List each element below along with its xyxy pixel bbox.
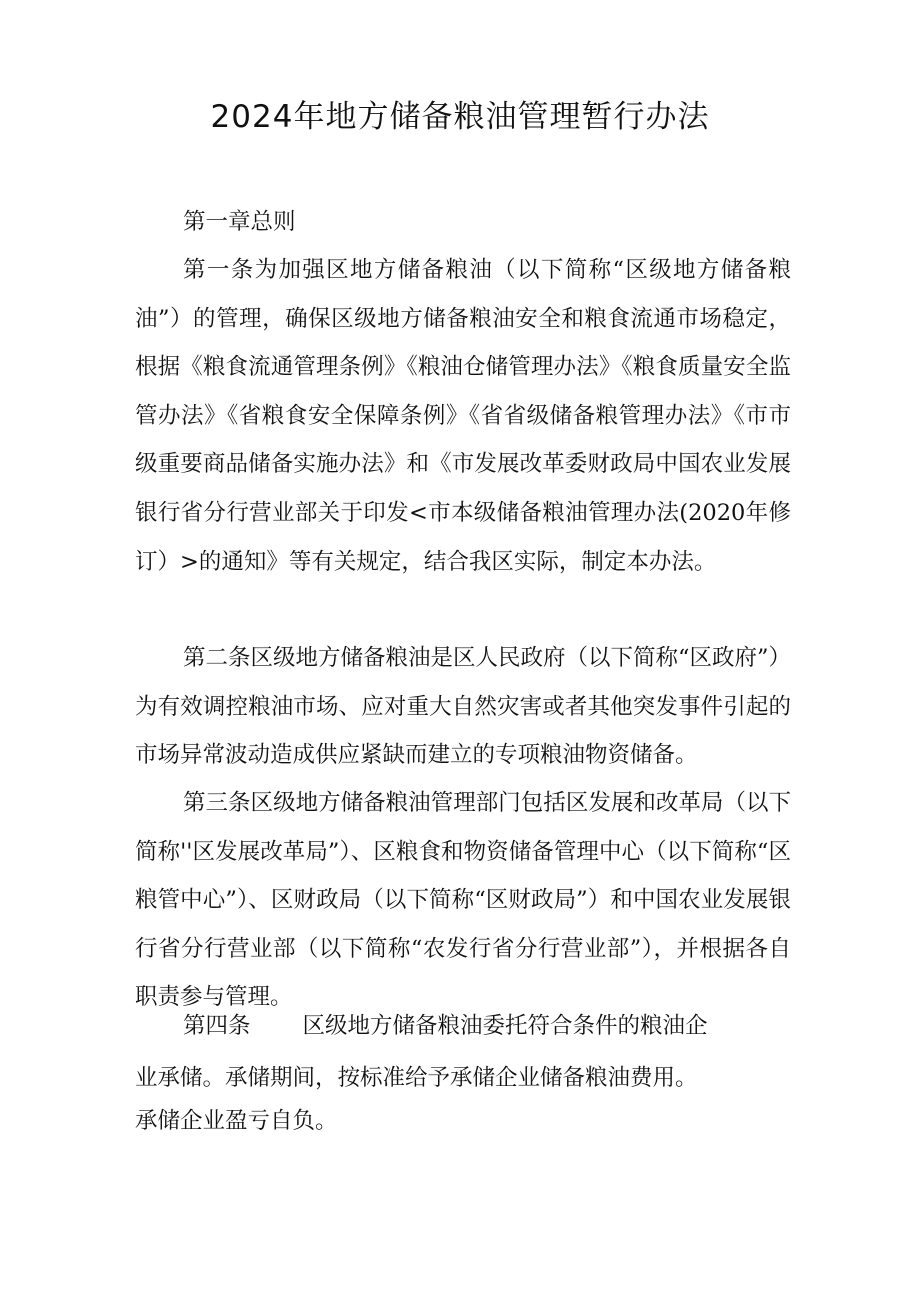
article-4-label: 第四条 bbox=[183, 1013, 251, 1039]
article-3-paragraph: 第三条区级地方储备粮油管理部门包括区发展和改革局（以下简称''区发展改革局”）、区粮食和物资储备管理中心（以下简称“区粮管中心”）、区财政局（以下简称“区财政局”）和中国农业发展银行省分行营业部（以下简称“农发行省分行营业部”），并根据各自职责参与管理。 bbox=[135, 790, 791, 1011]
article-4-text-line-1: 区级地方储备粮油委托符合条件的粮油企 bbox=[302, 1013, 708, 1039]
chapter-heading: 第一章总则 bbox=[183, 209, 296, 235]
document-title: 2024年地方储备粮油管理暂行办法 bbox=[210, 99, 710, 135]
article-1-paragraph: 第一条为加强区地方储备粮油（以下简称“区级地方储备粮油”）的管理，确保区级地方储备粮油安全和粮食流通市场稳定，根据《粮食流通管理条例》《粮油仓储管理办法》《粮食质量安全监管办法》《省粮食安全保障条例》《省省级储备粮管理办法》《市市级重要商品储备实施办法》和《市发展改革委财政局中国农业发展银行省分行营业部关于印发<市本级储备粮油管理办法(2020年修订）>的通知》等有关规定，结合我区实际，制定本办法。 bbox=[135, 257, 791, 575]
article-4-text-line-3: 承储企业盈亏自负。 bbox=[135, 1108, 338, 1134]
article-4-text-line-2: 业承储。承储期间，按标准给予承储企业储备粮油费用。 bbox=[135, 1065, 698, 1091]
article-4-first-line bbox=[183, 1002, 708, 1050]
article-2-paragraph: 第二条区级地方储备粮油是区人民政府（以下简称“区政府”）为有效调控粮油市场、应对重大自然灾害或者其他突发事件引起的市场异常波动造成供应紧缺而建立的专项粮油物资储备。 bbox=[135, 645, 792, 769]
